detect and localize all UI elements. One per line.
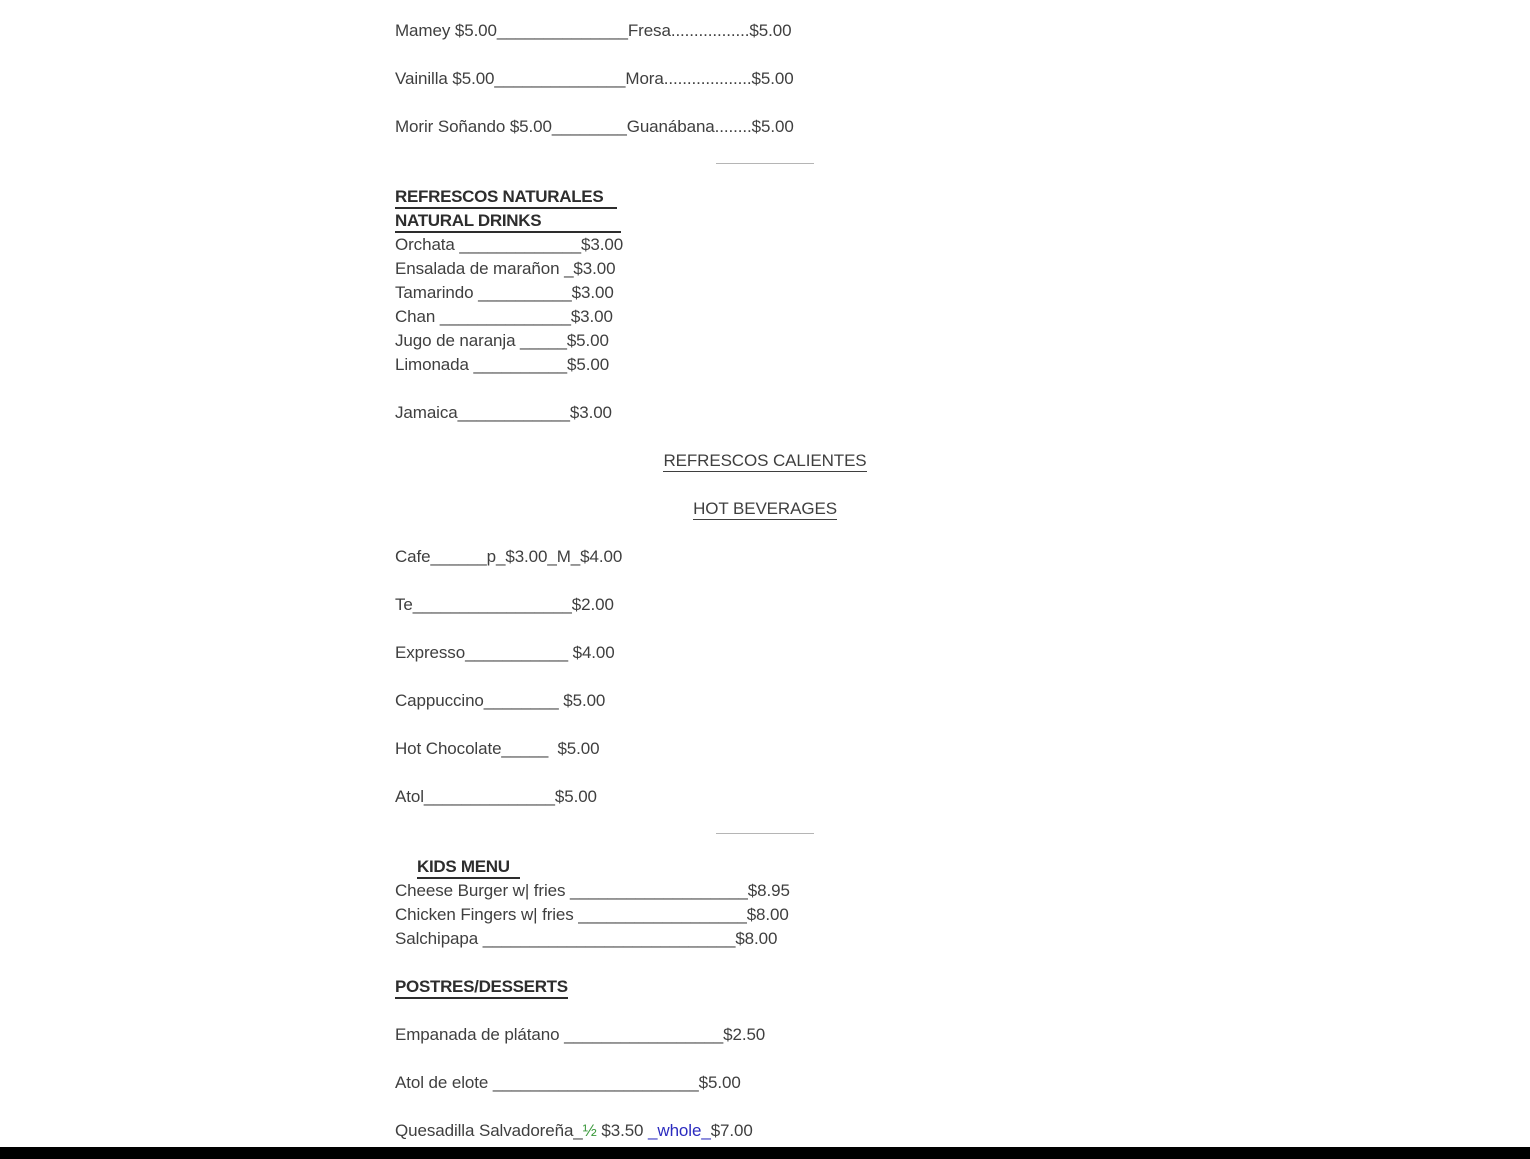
section-separator — [716, 833, 814, 834]
menu-line-expresso: Expresso___________ $4.00 — [395, 643, 615, 662]
heading-kids-menu: KIDS MENU — [417, 857, 520, 879]
section-kids-menu — [395, 855, 1135, 951]
menu-line-morir-guanabana: Morir Soñando $5.00________Guanábana........$5.00 — [395, 117, 794, 136]
heading-refrescos-calientes: REFRESCOS CALIENTES — [663, 451, 867, 470]
quesadilla-whole-link[interactable]: _whole_ — [648, 1121, 711, 1140]
menu-line-jugo-naranja: Jugo de naranja _____$5.00 — [395, 331, 609, 350]
menu-line-orchata: Orchata _____________$3.00 — [395, 235, 624, 254]
menu-content — [395, 0, 1135, 1143]
section-natural-drinks — [395, 185, 1135, 425]
menu-line-jamaica: Jamaica____________$3.00 — [395, 403, 612, 422]
menu-line-cheese-burger: Cheese Burger w| fries ___________________$8.95 — [395, 881, 790, 900]
section-heading-en-centered — [395, 497, 1135, 521]
heading-hot-beverages: HOT BEVERAGES — [693, 499, 837, 518]
menu-line-empanada: Empanada de plátano _________________$2.50 — [395, 1025, 766, 1044]
menu-line-te: Te_________________$2.00 — [395, 595, 614, 614]
menu-line-vainilla-mora: Vainilla $5.00______________Mora...................$5.00 — [395, 69, 794, 88]
menu-line-mamey-fresa: Mamey $5.00______________Fresa.................$5.00 — [395, 21, 792, 40]
heading-postres-desserts: POSTRES/DESSERTS — [395, 977, 568, 999]
menu-line-tamarindo: Tamarindo __________$3.00 — [395, 283, 614, 302]
quesadilla-whole-price: $7.00 — [710, 1121, 753, 1140]
menu-line-quesadilla — [395, 1119, 1135, 1143]
bottom-black-bar — [0, 1147, 1530, 1159]
section-heading-desserts — [395, 975, 1135, 999]
heading-refrescos-naturales: REFRESCOS NATURALES — [395, 187, 617, 209]
menu-line-atol: Atol______________$5.00 — [395, 787, 597, 806]
section-heading-es — [395, 185, 1135, 209]
menu-line-hot-chocolate: Hot Chocolate_____ $5.00 — [395, 739, 600, 758]
menu-line-chan: Chan ______________$3.00 — [395, 307, 613, 326]
section-heading-en — [395, 209, 1135, 233]
menu-line-limonada: Limonada __________$5.00 — [395, 355, 610, 374]
menu-line-ensalada: Ensalada de marañon _$3.00 — [395, 259, 616, 278]
menu-line-chicken-fingers: Chicken Fingers w| fries __________________$8.00 — [395, 905, 789, 924]
section-heading-kids — [417, 855, 1135, 879]
quesadilla-half-price: $3.50 — [596, 1121, 649, 1140]
menu-line-atol-de-elote: Atol de elote ______________________$5.00 — [395, 1073, 741, 1092]
menu-line-cafe: Cafe______p_$3.00_M_$4.00 — [395, 547, 623, 566]
heading-natural-drinks: NATURAL DRINKS — [395, 211, 621, 233]
quesadilla-name: Quesadilla Salvadoreña_ — [395, 1121, 583, 1140]
section-heading-es-centered — [395, 449, 1135, 473]
section-separator — [716, 163, 814, 164]
menu-line-cappuccino: Cappuccino________ $5.00 — [395, 691, 606, 710]
quesadilla-half-symbol: ½ — [582, 1121, 597, 1140]
menu-line-salchipapa: Salchipapa ___________________________$8.00 — [395, 929, 778, 948]
blank-line — [395, 377, 1135, 401]
